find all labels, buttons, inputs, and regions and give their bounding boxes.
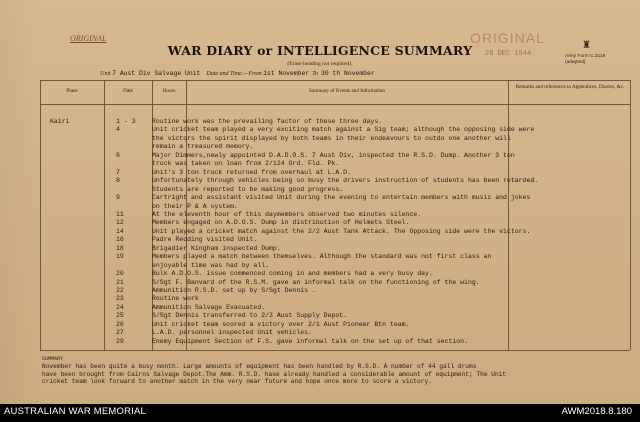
- entry-text: Cartright and assistant visited Unit during the evening to entertain members with music and jokes: [152, 194, 531, 202]
- summary-text: [42, 363, 506, 386]
- entry-text: Unit cricket team played a very exciting match against a Sig team; although the opposing side were: [152, 126, 535, 134]
- entry-text: Unit played a cricket match against the 2/2 Aust Tank Attack. The Opposing side were the victors.: [152, 227, 531, 235]
- entry-text: Unit cricket team scored a victory over 2/1 Aust Pioneer Btn team.: [152, 320, 410, 328]
- form-number: [565, 54, 605, 65]
- col-header-summary: Summary of Events and Information: [308, 88, 386, 94]
- summary-line: November has been quite a busy month. Large amounts of equipment has been handled by R.S.D. A number of 44 gall drums: [42, 363, 477, 370]
- entry-text: Unfortunately through vehicles being so busy the drivers instruction of students has been retarded.: [152, 177, 539, 185]
- entry-text: Routine work was the prevailing factor of these three days.: [152, 118, 383, 125]
- unit-label: Unit: [100, 71, 111, 77]
- original-stamp: ORIGINAL: [470, 30, 545, 46]
- entry-text: Students are reported to be making good progress.: [152, 185, 344, 193]
- entry-date: 23: [116, 295, 124, 303]
- entry-date: 29: [116, 337, 124, 345]
- form-number-line2: (adapted).: [565, 59, 587, 65]
- entry-date: 26: [116, 320, 124, 328]
- entry-date: 16: [116, 236, 124, 244]
- crown-crest-icon: ♜: [582, 40, 591, 51]
- unit-value: 7 Aust Div Salvage Unit: [112, 70, 201, 77]
- entry-date: 4: [116, 126, 120, 134]
- date-to-label: To: [312, 71, 318, 77]
- entry-date: 6: [116, 151, 120, 159]
- handwritten-original-mark: ORIGINAL: [70, 34, 107, 43]
- entry-date: 11: [116, 210, 124, 218]
- entry-text: S/Sgt F. Banvard of the R.S.M. gave an informal talk on the functioning of the wing.: [152, 278, 480, 286]
- entry-text: truck was taken on loan from 2/124 Ord. Fld. Pk.: [152, 160, 340, 168]
- summary-line: cricket team look forward to another match in the very near future and hope once more to score a victory.: [42, 378, 432, 385]
- stamp-date: 28 DEC 1944: [485, 50, 532, 58]
- entry-text: Brigadier Kingham inspected Dump.: [152, 244, 281, 252]
- entry-date: 18: [116, 244, 124, 252]
- table-top-rule: [40, 80, 630, 81]
- summary-label: SUMMARY: [42, 356, 64, 362]
- col-header-remarks: Remarks and references to Appendices, Diaries, &c.: [515, 84, 625, 90]
- place-value: Kairi: [50, 118, 70, 125]
- date-from: 1st November: [263, 70, 310, 77]
- entry-date: 7: [116, 168, 120, 176]
- table-bottom-rule: [40, 350, 630, 351]
- document-subtitle: (Erase heading not required).: [287, 61, 353, 67]
- entry-date: 27: [116, 329, 124, 337]
- entry-text: Members engaged on A.D.O.S. Dump in distribution of Helmets Steel.: [152, 219, 410, 227]
- entry-date: 9: [116, 194, 120, 202]
- col-rule-right: [630, 80, 631, 350]
- entry-date: 19: [116, 253, 124, 261]
- unit-date-line: [100, 70, 375, 77]
- entry-date: 22: [116, 287, 124, 294]
- entry-text: enjoyable time was had by all.: [152, 261, 270, 269]
- entry-date: 25: [116, 312, 124, 320]
- entry-text: At the eleventh hour of this daymembers observed two minutes silence.: [152, 210, 422, 218]
- summary-line: have been brought from Cairns Salvage Depot.The Amm. R.S.D. hase already handled a considerable amount of equipment; The Unit: [42, 370, 507, 378]
- entry-text: remain a treasured memory.: [152, 143, 254, 151]
- entry-text: the victors the spirit displayed by both teams in their endeavours to outdo one another will: [152, 134, 511, 142]
- col-rule-left: [40, 80, 41, 350]
- col-rule-summary: [508, 80, 509, 350]
- entry-text: Enemy Equipment Section of F.S. gave informal talk on the set up of that section.: [152, 337, 468, 345]
- form-number-line1: Army Form C.2118: [565, 54, 606, 59]
- entry-date: 24: [116, 303, 124, 311]
- entry-date: 12: [116, 219, 124, 227]
- header-bottom-rule: [40, 104, 630, 105]
- footer-accession-number: AWM2018.8.180: [561, 406, 632, 417]
- entry-text: Major Dimmers,newly appointed D.A.D.O.S. 7 Aust Div, inspected the R.S.D. Dump. Another 3 ton: [152, 151, 515, 159]
- document-title: WAR DIARY or INTELLIGENCE SUMMARY: [167, 43, 473, 58]
- entry-date: 20: [116, 270, 124, 278]
- entry-text: S/Sgt Dennis transferred to 2/3 Aust Supply Depot.: [152, 312, 348, 320]
- col-rule-place: [104, 80, 105, 350]
- col-header-place: Place: [66, 88, 78, 94]
- entry-text: Bulk A.D.O.S. issue commenced coming in and members had a very busy day.: [152, 270, 433, 278]
- entry-text: Ammunition Salvage Evacuated.: [152, 303, 266, 311]
- entry-text: Members played a match between themselves. Although the standard was not first class an: [152, 253, 492, 261]
- entry-date: 1 - 3: [116, 118, 136, 125]
- entry-date: 14: [116, 227, 124, 235]
- entry-text: on their P & A system.: [152, 202, 238, 210]
- entry-text: Ammunition R.S.D. set up by S/Sgt Dennis .: [152, 287, 316, 294]
- date-label: Date and Time.—From: [206, 71, 262, 77]
- entry-date: 8: [116, 177, 120, 185]
- col-header-date: Date: [123, 88, 133, 94]
- entry-text: Routine work: [152, 295, 199, 303]
- footer-institution: AUSTRALIAN WAR MEMORIAL: [4, 406, 147, 417]
- date-to: 30 th November: [321, 70, 375, 77]
- col-header-hour: Hours: [162, 88, 176, 94]
- entry-text: Unit's 3 ton truck returned from overhaul at L.A.D.: [152, 168, 351, 176]
- entry-text: L.A.D. personnel inspected Unit vehicles.: [152, 329, 312, 337]
- entry-date: 21: [116, 278, 124, 286]
- entry-text: Padre Redding visited Unit.: [152, 236, 258, 244]
